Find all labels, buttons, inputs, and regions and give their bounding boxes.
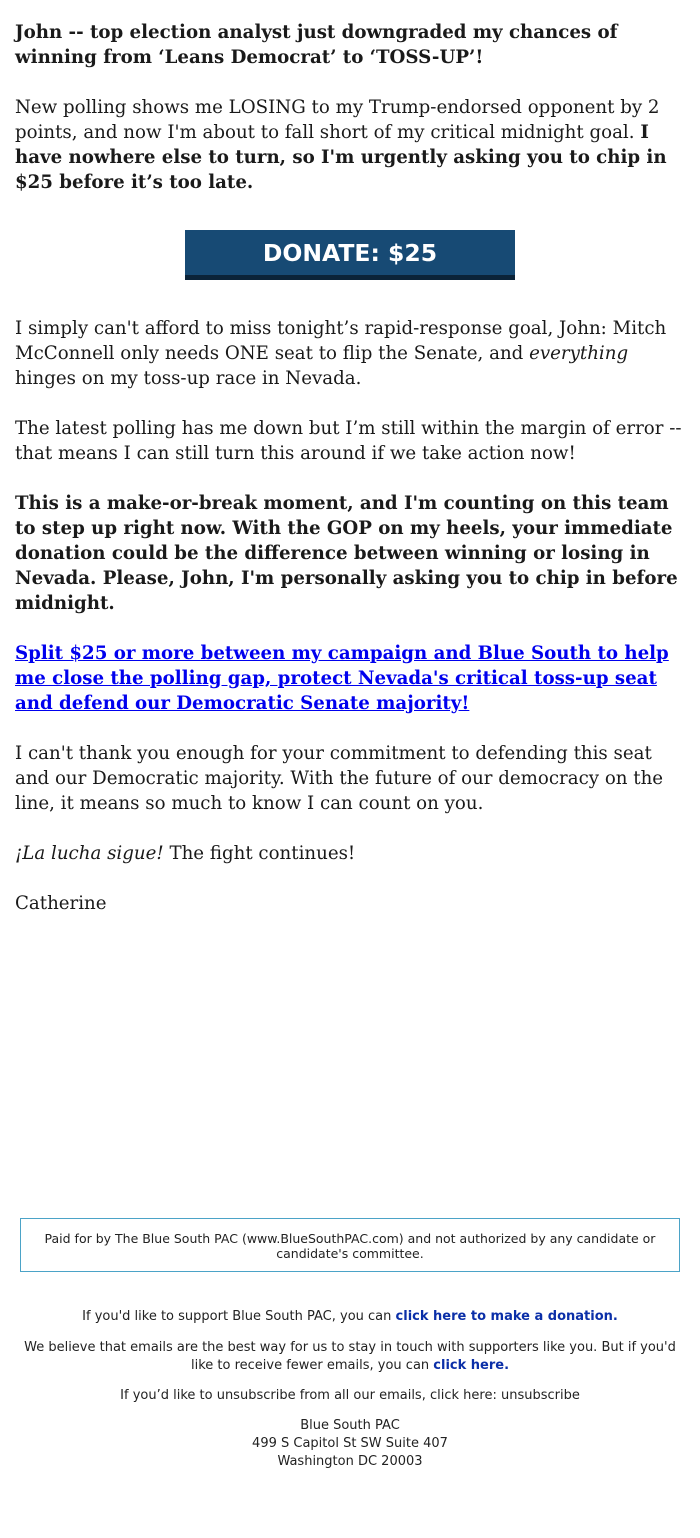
paragraph-rapid-response-emphasis: everything xyxy=(529,343,629,364)
donation-link[interactable]: click here to make a donation. xyxy=(395,1309,618,1324)
paragraph-polling xyxy=(15,95,685,195)
unsubscribe-line xyxy=(20,1387,680,1405)
split-donation-link[interactable]: Split $25 or more between my campaign and Blue South to help me close the polling gap, protect Nevada's critical toss-up seat and defend our Democratic Senate majority! xyxy=(15,643,669,714)
support-text: If you'd like to support Blue South PAC, you can xyxy=(82,1309,392,1324)
fewer-emails-text: We believe that emails are the best way for us to stay in touch with supporters like you. But if you'd like to receive fewer emails, you can xyxy=(24,1340,676,1373)
fewer-emails-link[interactable]: click here. xyxy=(433,1358,510,1373)
unsubscribe-link[interactable]: unsubscribe xyxy=(500,1388,580,1403)
paragraph-make-or-break: This is a make-or-break moment, and I'm counting on this team to step up right now. With the GOP on my heels, your immediate donation could be the difference between winning or losing in Nevada. Please, John, I'm personally asking you to chip in before midnight. xyxy=(15,493,678,614)
support-line xyxy=(20,1308,680,1326)
paragraph-polling-text: New polling shows me LOSING to my Trump-endorsed opponent by 2 points, and now I'm about to fall short of my critical midnight goal. xyxy=(15,97,660,143)
closing-line xyxy=(15,841,685,866)
unsubscribe-text: If you’d like to unsubscribe from all our emails, click here: xyxy=(120,1388,497,1403)
org-name: Blue South PAC xyxy=(300,1418,400,1433)
closing-line-english: The fight continues! xyxy=(169,843,356,864)
org-address-line2: Washington DC 20003 xyxy=(277,1454,423,1469)
split-donation-paragraph xyxy=(15,641,685,716)
paragraph-rapid-response-text-b: hinges on my toss-up race in Nevada. xyxy=(15,368,362,389)
closing-line-spanish: ¡La lucha sigue! xyxy=(15,843,164,864)
paragraph-rapid-response xyxy=(15,316,685,391)
signature: Catherine xyxy=(15,893,107,914)
paragraph-polling-ask: I have nowhere else to turn, so I'm urgently asking you to chip in $25 before it’s too late. xyxy=(15,122,667,193)
paragraph-thank-you: I can't thank you enough for your commitment to defending this seat and our Democratic majority. With the future of our democracy on the line, it means so much to know I can count on you. xyxy=(15,743,664,814)
fewer-emails-line xyxy=(20,1339,680,1375)
email-headline: John -- top election analyst just downgraded my chances of winning from ‘Leans Democrat’ to ‘TOSS-UP’! xyxy=(15,22,618,68)
paid-for-disclaimer: Paid for by The Blue South PAC (www.BlueSouthPAC.com) and not authorized by any candidate or candidate's committee. xyxy=(20,1218,680,1272)
org-address-line1: 499 S Capitol St SW Suite 407 xyxy=(252,1436,448,1451)
paragraph-rapid-response-text-a: I simply can't afford to miss tonight’s rapid-response goal, John: Mitch McConnell only needs ONE seat to flip the Senate, and xyxy=(15,318,667,364)
paragraph-latest-polling: The latest polling has me down but I’m still within the margin of error -- that means I can still turn this around if we take action now! xyxy=(15,418,682,464)
donate-button[interactable]: DONATE: $25 xyxy=(185,230,515,280)
